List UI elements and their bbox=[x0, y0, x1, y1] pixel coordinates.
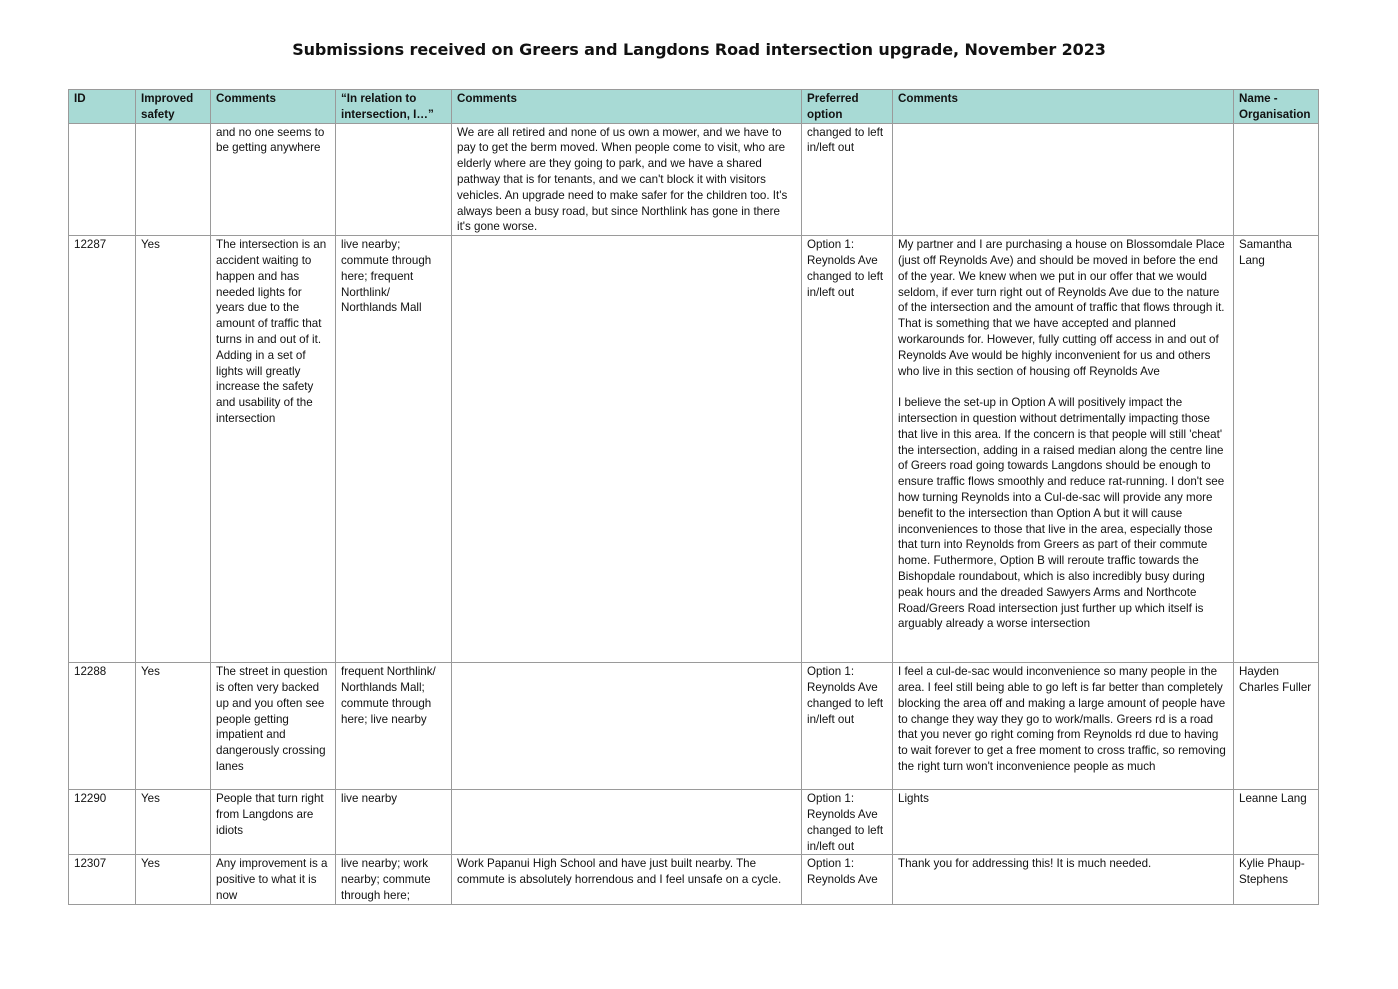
cell-comments-safety: and no one seems to be getting anywhere bbox=[211, 123, 336, 236]
cell-comments-relation bbox=[452, 790, 802, 855]
cell-id: 12290 bbox=[69, 790, 136, 855]
cell-comments-safety: The street in question is often very backed up and you often see people getting impatient and dangerously crossing lanes bbox=[211, 663, 336, 790]
cell-preferred-option: Option 1: Reynolds Ave bbox=[802, 855, 893, 904]
column-header-id: ID bbox=[69, 90, 136, 124]
cell-preferred-option: Option 1: Reynolds Ave changed to left in/left out bbox=[802, 790, 893, 855]
cell-comments-option: My partner and I are purchasing a house on Blossomdale Place (just off Reynolds Ave) and should be moved in before the end of the year. We knew when we put in our offer that we would seldom, if ever turn right out of Reynolds Ave due to the nature of the intersection and the amount of traffic that flows through it. That is something that we have accepted and planned workarounds for. However, fully cutting off access in and out of Reynolds Ave would be highly inconvenient for us and others who live in this section of housing off Reynolds Ave I believe the set-up in Option A will positively impact the intersection in question without detrimentally impacting those that live in this area. If the concern is that people will still 'cheat' the intersection, adding in a raised median along the centre line of Greers road going towards Langdons should be enough to ensure traffic flows smoothly and reduce rat-running. I don't see how turning Reynolds into a Cul-de-sac will provide any more benefit to the intersection than Option A but it will cause inconveniences to those that live in the area, especially those that turn into Reynolds from Greers as part of their commute home. Futhermore, Option B will reroute traffic towards the Bishopdale roundabout, which is also incredibly busy during peak hours and the dreaded Sawyers Arms and Northcote Road/Greers Road intersection just further up which itself is arguably already a worse intersection bbox=[893, 236, 1234, 663]
table-row bbox=[69, 236, 1319, 663]
table-row bbox=[69, 855, 1319, 904]
cell-comments-relation bbox=[452, 663, 802, 790]
table-row bbox=[69, 663, 1319, 790]
table-row bbox=[69, 123, 1319, 236]
page-title: Submissions received on Greers and Langdons Road intersection upgrade, November 2023 bbox=[292, 40, 1106, 59]
submissions-table bbox=[68, 89, 1319, 905]
cell-comments-relation bbox=[452, 236, 802, 663]
cell-comments-option: Thank you for addressing this! It is much needed. bbox=[893, 855, 1234, 904]
cell-comments-option: I feel a cul-de-sac would inconvenience so many people in the area. I feel still being able to go left is far better than completely blocking the area off and making a large amount of people have to change they way they go to work/malls. Greers rd is a road that you never go right coming from Reynolds rd due to having to wait forever to get a free moment to cross traffic, so removing the right turn won't inconvenience people as much bbox=[893, 663, 1234, 790]
cell-id: 12307 bbox=[69, 855, 136, 904]
table-header-row bbox=[69, 90, 1319, 124]
cell-comments-safety: People that turn right from Langdons are idiots bbox=[211, 790, 336, 855]
column-header-relation: “In relation to intersection, I…” bbox=[336, 90, 452, 124]
cell-name: Leanne Lang bbox=[1234, 790, 1319, 855]
cell-relation: live nearby bbox=[336, 790, 452, 855]
cell-comments-safety: The intersection is an accident waiting to happen and has needed lights for years due to the amount of traffic that turns in and out of it. Adding in a set of lights will greatly increase the safety and usability of the intersection bbox=[211, 236, 336, 663]
cell-preferred-option: changed to left in/left out bbox=[802, 123, 893, 236]
cell-id: 12287 bbox=[69, 236, 136, 663]
cell-id bbox=[69, 123, 136, 236]
cell-relation: live nearby; commute through here; frequent Northlink/ Northlands Mall bbox=[336, 236, 452, 663]
cell-name bbox=[1234, 123, 1319, 236]
cell-improved-safety: Yes bbox=[136, 855, 211, 904]
cell-relation: live nearby; work nearby; commute through here; bbox=[336, 855, 452, 904]
cell-improved-safety: Yes bbox=[136, 663, 211, 790]
cell-relation bbox=[336, 123, 452, 236]
table-row bbox=[69, 790, 1319, 855]
cell-comments-relation: Work Papanui High School and have just built nearby. The commute is absolutely horrendous and I feel unsafe on a cycle. bbox=[452, 855, 802, 904]
cell-name: Kylie Phaup-Stephens bbox=[1234, 855, 1319, 904]
column-header-name: Name - Organisation bbox=[1234, 90, 1319, 124]
column-header-comments-option: Comments bbox=[893, 90, 1234, 124]
column-header-comments-safety: Comments bbox=[211, 90, 336, 124]
cell-preferred-option: Option 1: Reynolds Ave changed to left in/left out bbox=[802, 236, 893, 663]
cell-id: 12288 bbox=[69, 663, 136, 790]
cell-preferred-option: Option 1: Reynolds Ave changed to left in/left out bbox=[802, 663, 893, 790]
column-header-comments-relation: Comments bbox=[452, 90, 802, 124]
cell-improved-safety: Yes bbox=[136, 790, 211, 855]
cell-relation: frequent Northlink/ Northlands Mall; commute through here; live nearby bbox=[336, 663, 452, 790]
column-header-preferred-option: Preferred option bbox=[802, 90, 893, 124]
cell-improved-safety bbox=[136, 123, 211, 236]
cell-comments-option: Lights bbox=[893, 790, 1234, 855]
column-header-improved-safety: Improved safety bbox=[136, 90, 211, 124]
cell-comments-option bbox=[893, 123, 1234, 236]
cell-name: Hayden Charles Fuller bbox=[1234, 663, 1319, 790]
cell-comments-relation: We are all retired and none of us own a mower, and we have to pay to get the berm moved. When people come to visit, who are elderly where are they going to park, and we have a shared pathway that is for tenants, and we can't block it with visitors vehicles. An upgrade need to make safer for the children too. It's always been a busy road, but since Northlink has gone in there it's gone worse. bbox=[452, 123, 802, 236]
cell-comments-safety: Any improvement is a positive to what it is now bbox=[211, 855, 336, 904]
cell-improved-safety: Yes bbox=[136, 236, 211, 663]
cell-name: Samantha Lang bbox=[1234, 236, 1319, 663]
